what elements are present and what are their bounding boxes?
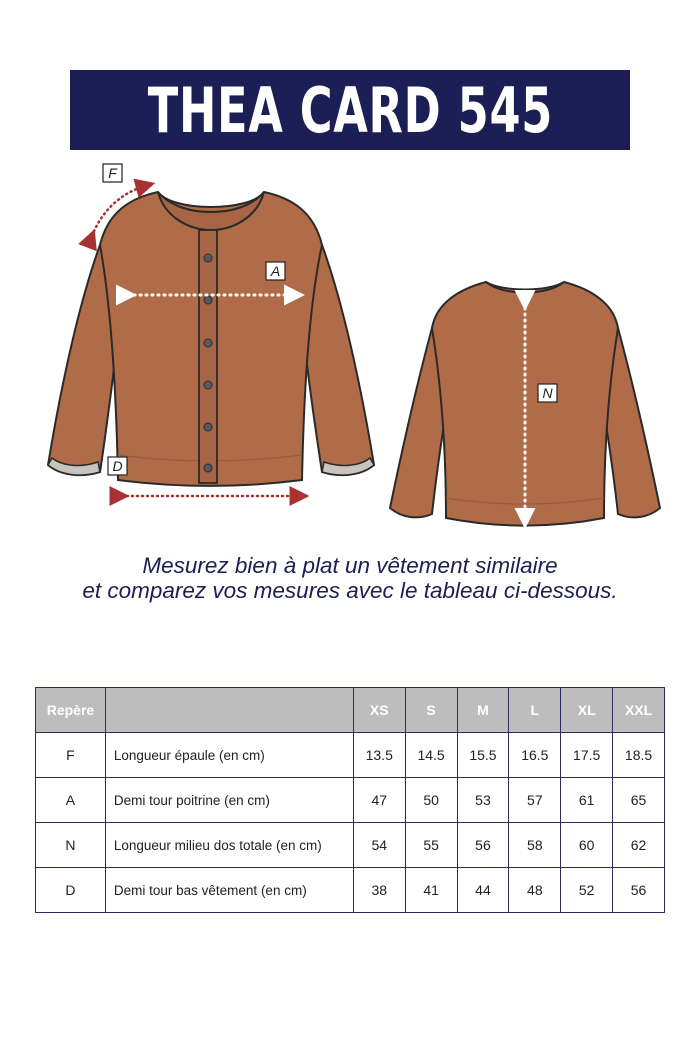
cell-value: 54: [353, 823, 405, 868]
header-repere: Repère: [36, 688, 106, 733]
table-row: [36, 733, 665, 778]
row-code: A: [36, 778, 106, 823]
back-view: [390, 282, 660, 526]
cell-value: 50: [405, 778, 457, 823]
garment-illustration: [0, 150, 700, 540]
cell-value: 18.5: [613, 733, 665, 778]
table-row: [36, 868, 665, 913]
svg-text:F: F: [108, 165, 117, 181]
cell-value: 16.5: [509, 733, 561, 778]
header-size-l: L: [509, 688, 561, 733]
label-d: [108, 457, 127, 475]
front-view: [48, 185, 374, 496]
row-code: F: [36, 733, 106, 778]
cell-value: 14.5: [405, 733, 457, 778]
header-size-s: S: [405, 688, 457, 733]
row-description: Longueur milieu dos totale (en cm): [105, 823, 353, 868]
table-row: [36, 778, 665, 823]
header-size-xl: XL: [561, 688, 613, 733]
size-chart-table: [35, 687, 665, 913]
label-n: [538, 384, 557, 402]
svg-text:A: A: [270, 263, 281, 279]
cell-value: 62: [613, 823, 665, 868]
instruction-line-2: et comparez vos mesures avec le tableau ci-dessous.: [82, 578, 618, 603]
page-title: THEA CARD 545: [147, 73, 553, 147]
row-description: Demi tour poitrine (en cm): [105, 778, 353, 823]
cell-value: 47: [353, 778, 405, 823]
cell-value: 58: [509, 823, 561, 868]
header-description: [105, 688, 353, 733]
cell-value: 65: [613, 778, 665, 823]
header-size-m: M: [457, 688, 509, 733]
row-description: Longueur épaule (en cm): [105, 733, 353, 778]
cell-value: 15.5: [457, 733, 509, 778]
svg-text:D: D: [112, 458, 123, 474]
cell-value: 13.5: [353, 733, 405, 778]
table-header-row: [36, 688, 665, 733]
instruction-line-1: Mesurez bien à plat un vêtement similaire: [142, 553, 558, 578]
cell-value: 61: [561, 778, 613, 823]
label-a: [266, 262, 285, 280]
cell-value: 38: [353, 868, 405, 913]
svg-text:N: N: [542, 385, 553, 401]
row-code: N: [36, 823, 106, 868]
measuring-instructions: [20, 553, 680, 603]
cell-value: 53: [457, 778, 509, 823]
cell-value: 56: [613, 868, 665, 913]
label-f: [103, 164, 122, 182]
header-size-xs: XS: [353, 688, 405, 733]
row-description: Demi tour bas vêtement (en cm): [105, 868, 353, 913]
row-code: D: [36, 868, 106, 913]
cell-value: 41: [405, 868, 457, 913]
cell-value: 57: [509, 778, 561, 823]
cell-value: 60: [561, 823, 613, 868]
cell-value: 52: [561, 868, 613, 913]
cell-value: 17.5: [561, 733, 613, 778]
cell-value: 44: [457, 868, 509, 913]
title-banner: [70, 70, 630, 150]
cell-value: 48: [509, 868, 561, 913]
cell-value: 56: [457, 823, 509, 868]
cell-value: 55: [405, 823, 457, 868]
table-row: [36, 823, 665, 868]
header-size-xxl: XXL: [613, 688, 665, 733]
